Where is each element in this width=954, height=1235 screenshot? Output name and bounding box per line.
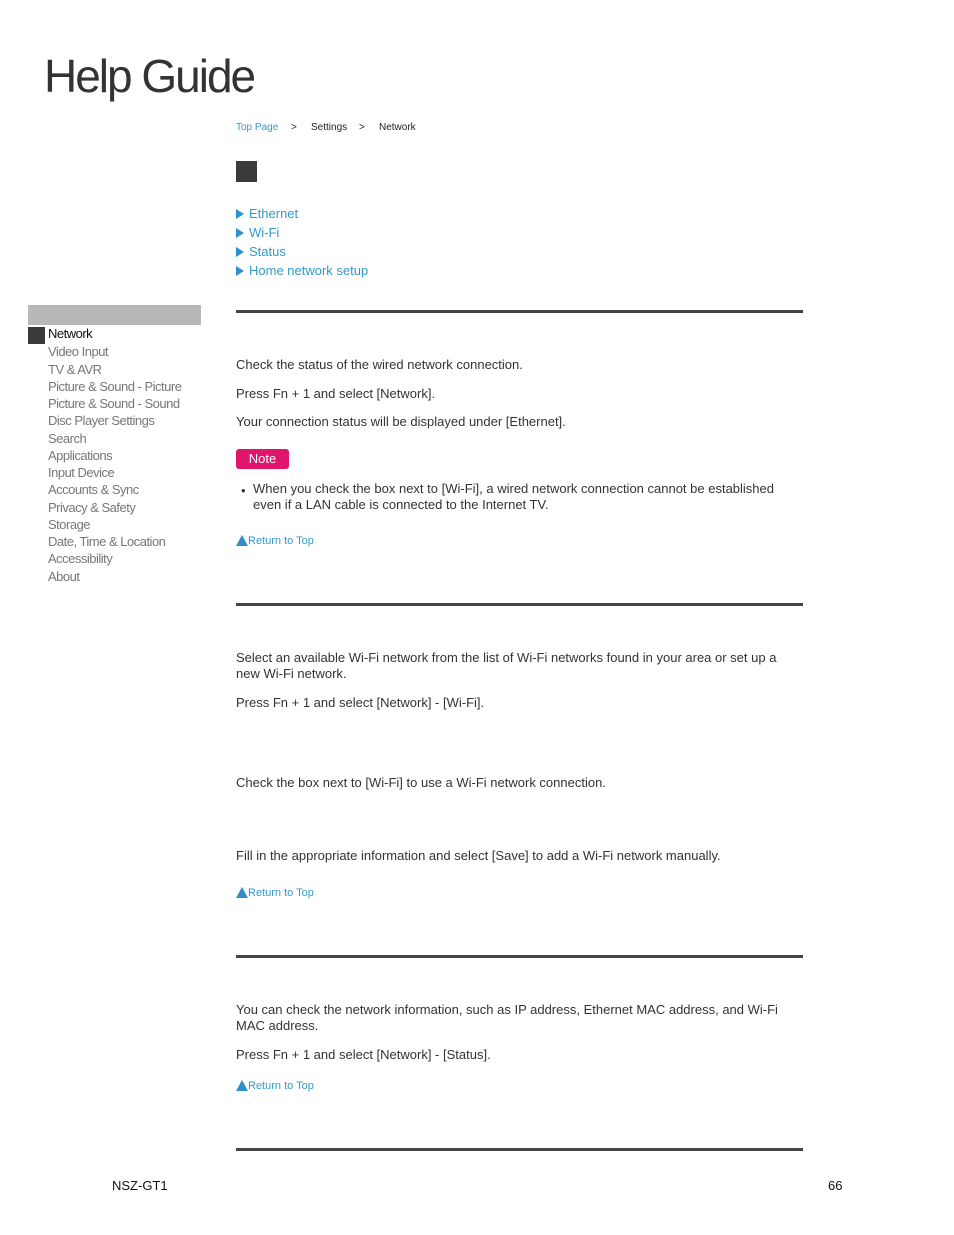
triangle-right-icon <box>236 247 244 257</box>
toc-link-home-network-setup[interactable]: Home network setup <box>236 263 368 279</box>
note-badge: Note <box>236 449 289 469</box>
ethernet-steps: Press Fn + 1 and select [Network]. <box>236 386 436 401</box>
triangle-right-icon <box>236 228 244 238</box>
triangle-right-icon <box>236 266 244 276</box>
breadcrumb-separator: > <box>359 122 365 133</box>
section-divider <box>236 1148 803 1151</box>
sidebar-item-tv-avr[interactable]: TV & AVR <box>48 362 102 377</box>
ethernet-description: Check the status of the wired network connection. <box>236 357 523 372</box>
triangle-up-icon <box>236 535 248 546</box>
return-to-top-link[interactable]: Return to Top <box>236 1079 314 1093</box>
sidebar-item-picture-sound-sound[interactable]: Picture & Sound - Sound <box>48 396 180 411</box>
return-to-top-link[interactable]: Return to Top <box>236 886 314 900</box>
sidebar-item-privacy-safety[interactable]: Privacy & Safety <box>48 500 136 515</box>
sidebar-item-about[interactable]: About <box>48 569 80 584</box>
sidebar-item-input-device[interactable]: Input Device <box>48 465 115 480</box>
note-text: When you check the box next to [Wi-Fi], a wired network connection cannot be established even if a LAN cable is connected to the Internet TV. <box>253 481 774 512</box>
triangle-up-icon <box>236 1080 248 1091</box>
footer-page-number: 66 <box>828 1178 843 1193</box>
sidebar-item-disc-player-settings[interactable]: Disc Player Settings <box>48 413 155 428</box>
section-divider <box>236 310 803 313</box>
toc-link-ethernet[interactable]: Ethernet <box>236 206 298 222</box>
status-steps: Press Fn + 1 and select [Network] - [Status]. <box>236 1047 491 1062</box>
toc-link-wifi[interactable]: Wi-Fi <box>236 225 279 241</box>
breadcrumb-separator: > <box>291 122 297 133</box>
sidebar-item-accessibility[interactable]: Accessibility <box>48 551 113 566</box>
bullet-icon: • <box>241 483 246 498</box>
status-description: You can check the network information, such as IP address, Ethernet MAC address, and Wi-Fi MAC address. <box>236 1002 778 1033</box>
return-to-top-link[interactable]: Return to Top <box>236 534 314 548</box>
sidebar-item-picture-sound-picture[interactable]: Picture & Sound - Picture <box>48 379 182 394</box>
wifi-steps: Press Fn + 1 and select [Network] - [Wi-Fi]. <box>236 695 485 710</box>
page-title: Help Guide <box>44 50 255 102</box>
breadcrumb-top-page-link[interactable]: Top Page <box>236 122 279 133</box>
sidebar-item-video-input[interactable]: Video Input <box>48 344 109 359</box>
sidebar-active-marker <box>28 327 45 344</box>
wifi-add-network-text: Fill in the appropriate information and select [Save] to add a Wi-Fi network manually. <box>236 848 721 863</box>
section-divider <box>236 955 803 958</box>
section-title-marker <box>236 161 257 182</box>
sidebar-item-applications[interactable]: Applications <box>48 448 113 463</box>
triangle-right-icon <box>236 209 244 219</box>
sidebar-item-search[interactable]: Search <box>48 431 87 446</box>
triangle-up-icon <box>236 887 248 898</box>
wifi-connection-text: Check the box next to [Wi-Fi] to use a Wi-Fi network connection. <box>236 775 606 790</box>
ethernet-result: Your connection status will be displayed under [Ethernet]. <box>236 414 566 429</box>
sidebar-item-accounts-sync[interactable]: Accounts & Sync <box>48 482 139 497</box>
wifi-description: Select an available Wi-Fi network from the list of Wi-Fi networks found in your area or set up a new Wi-Fi network. <box>236 650 777 681</box>
sidebar-item-storage[interactable]: Storage <box>48 517 91 532</box>
sidebar-item-network[interactable]: Network <box>48 326 93 341</box>
breadcrumb-current: Network <box>379 122 416 133</box>
sidebar-item-date-time-location[interactable]: Date, Time & Location <box>48 534 166 549</box>
sidebar-header-bar <box>28 305 201 325</box>
breadcrumb-settings: Settings <box>311 122 348 133</box>
toc-link-status[interactable]: Status <box>236 244 286 260</box>
footer-model: NSZ-GT1 <box>112 1178 168 1193</box>
section-divider <box>236 603 803 606</box>
